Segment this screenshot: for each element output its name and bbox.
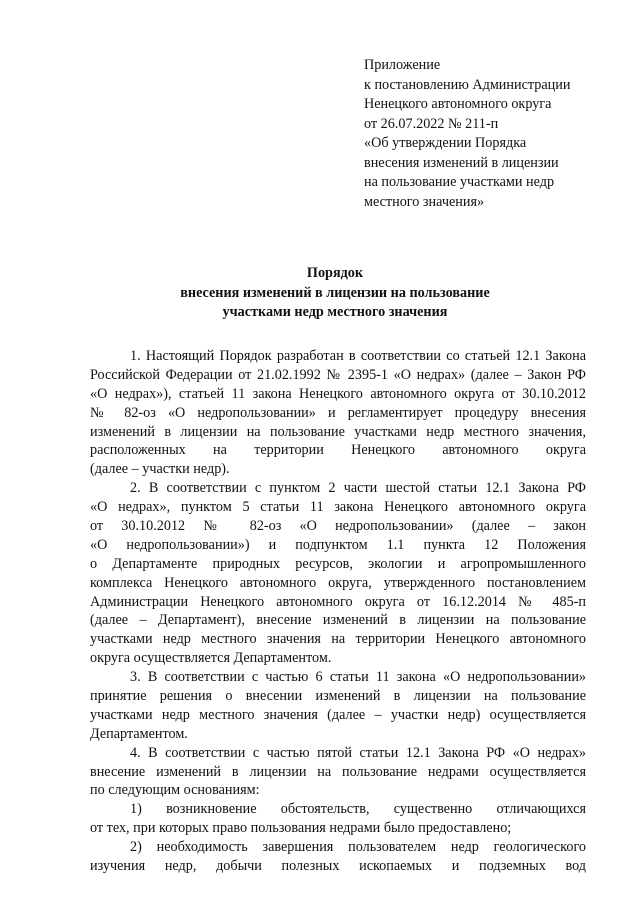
body-line: 1) возникновение обстоятельств, существенно отличающихся [130, 801, 586, 818]
body-line: Администрации Ненецкого автономного округа от 16.12.2014 № 485-п [90, 593, 586, 610]
body-line: расположенных на территории Ненецкого автономного округа [90, 442, 586, 459]
body-line: округа осуществляется Департаментом. [90, 650, 332, 667]
body-line: участками недр местного значения на территории Ненецкого автономного [90, 631, 586, 648]
body-line: «О недропользовании») и подпунктом 1.1 пункта 12 Положения [90, 536, 586, 553]
body-line: 1. Настоящий Порядок разработан в соответствии со статьей 12.1 Закона [130, 348, 586, 364]
body-line: (далее – Департамент), внесение изменений в лицензии на пользование [90, 612, 586, 629]
body-line: «О недрах»), статьей 11 закона Ненецкого автономного округа от 30.10.2012 [90, 385, 586, 402]
body-line: Департаментом. [90, 725, 188, 742]
appendix-line: местного значения» [364, 193, 485, 210]
body-line: «О недрах», пунктом 5 статьи 11 закона Ненецкого автономного округа [90, 499, 586, 516]
appendix-line: к постановлению Администрации [364, 76, 571, 93]
body-line: комплекса Ненецкого автономного округа, утвержденного постановлением [90, 574, 586, 591]
document-body [90, 347, 586, 876]
body-line: Российской Федерации от 21.02.1992 № 2395-1 «О недрах» (далее – Закон РФ [90, 366, 586, 383]
appendix-line: Приложение [364, 57, 441, 73]
body-line: от 30.10.2012 № 82-оз «О недропользовании» (далее – закон [90, 518, 586, 535]
title-line: внесения изменений в лицензии на пользование [180, 284, 490, 301]
body-line: изучения недр, добычи полезных ископаемых и подземных вод [90, 858, 586, 875]
body-line: внесение изменений в лицензии на пользование недрами осуществляется [90, 763, 586, 780]
appendix-line: «Об утверждении Порядка [364, 135, 527, 151]
appendix-line: Ненецкого автономного округа [364, 96, 552, 112]
body-line: 4. В соответствии с частью пятой статьи 12.1 Закона РФ «О недрах» [130, 744, 586, 761]
body-line: № 82-оз «О недропользовании» и регламентирует процедуру внесения [90, 404, 586, 421]
body-line: (далее – участки недр). [90, 461, 230, 478]
document-title [90, 264, 580, 323]
body-line: участками недр местного значения (далее – участки недр) осуществляется [90, 706, 586, 723]
title-line: участками недр местного значения [222, 304, 448, 320]
body-line: изменений в лицензии на пользование участками недр местного значения, [90, 423, 586, 440]
appendix-line: на пользование участками недр [364, 174, 555, 190]
body-line: 2. В соответствии с пунктом 2 части шестой статьи 12.1 Закона РФ [130, 480, 586, 497]
body-line: по следующим основаниям: [90, 782, 260, 799]
appendix-block [364, 56, 614, 212]
body-line: от тех, при которых право пользования недрами было предоставлено; [90, 820, 512, 837]
body-line: принятие решения о внесении изменений в лицензии на пользование [90, 688, 586, 705]
appendix-line: от 26.07.2022 № 211-п [364, 115, 499, 132]
body-line: 3. В соответствии с частью 6 статьи 11 закона «О недропользовании» [130, 669, 586, 686]
title-line: Порядок [306, 265, 364, 281]
appendix-line: внесения изменений в лицензии [364, 154, 559, 171]
body-line: о Департаменте природных ресурсов, экологии и агропромышленного [90, 555, 586, 572]
body-line: 2) необходимость завершения пользователем недр геологического [130, 839, 586, 856]
